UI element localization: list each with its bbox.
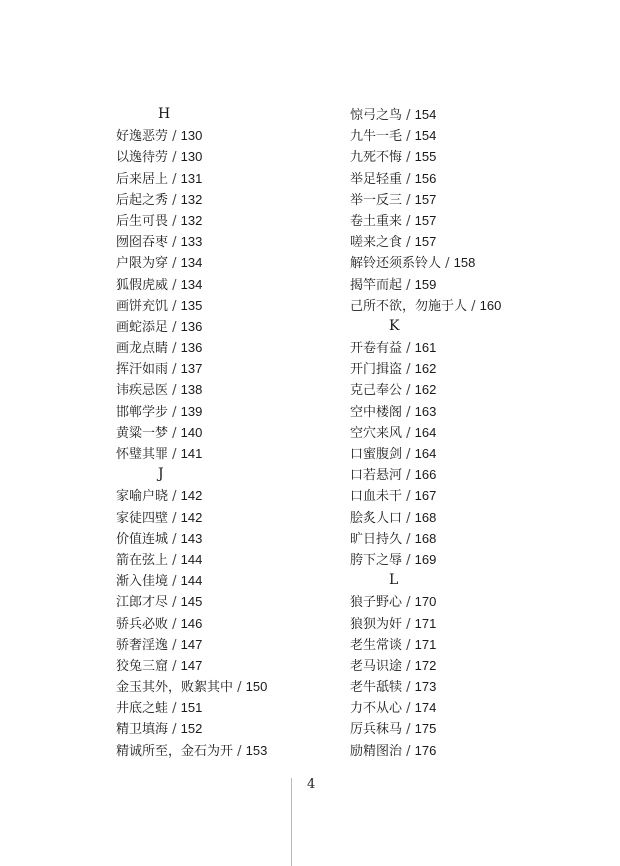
idiom-title: 胯下之辱 [350, 552, 403, 568]
page-ref: 159 [414, 276, 437, 292]
page-ref: 142 [180, 488, 203, 504]
page-ref: 143 [180, 530, 203, 546]
separator: / [402, 341, 415, 357]
page-ref: 173 [414, 679, 437, 695]
idiom-title: 开卷有益 [350, 341, 403, 357]
index-entry [116, 718, 356, 739]
page-ref: 134 [180, 255, 203, 271]
page-ref: 160 [479, 297, 502, 313]
idiom-title: 己所不欲，勿施于人 [350, 298, 468, 314]
page-ref: 156 [414, 170, 437, 186]
page-ref: 146 [180, 615, 203, 631]
page-ref: 157 [414, 191, 437, 207]
index-entry [116, 401, 356, 422]
page-ref: 152 [180, 721, 203, 737]
separator: / [168, 637, 181, 653]
index-entry [116, 613, 356, 634]
separator: / [402, 383, 415, 399]
idiom-title: 以逸待劳 [116, 150, 169, 166]
idiom-title: 举一反三 [350, 192, 403, 208]
page-ref: 154 [414, 128, 437, 144]
idiom-title: 励精图治 [350, 743, 403, 759]
separator: / [402, 425, 415, 441]
idiom-title: 口若悬河 [350, 468, 403, 484]
page-ref: 161 [414, 340, 437, 356]
index-column-left [116, 104, 356, 761]
index-entry [350, 485, 590, 506]
index-entry [116, 168, 356, 189]
index-entry [350, 740, 590, 761]
separator: / [402, 235, 415, 251]
index-entry [116, 146, 356, 167]
index-entry [116, 507, 356, 528]
page-ref: 164 [414, 446, 437, 461]
index-entry [350, 252, 590, 273]
page-ref: 169 [414, 551, 437, 567]
idiom-title: 口蜜腹剑 [350, 447, 403, 462]
separator: / [233, 743, 246, 759]
idiom-title: 狼狈为奸 [350, 616, 403, 632]
page-ref: 175 [414, 721, 437, 737]
page-ref: 171 [414, 636, 437, 652]
idiom-title: 嗟来之食 [350, 235, 403, 251]
index-entry [350, 718, 590, 739]
separator: / [168, 341, 181, 357]
idiom-title: 力不从心 [350, 701, 403, 717]
page-ref: 171 [414, 615, 437, 631]
idiom-title: 口血未干 [350, 489, 403, 505]
idiom-title: 骄兵必败 [116, 616, 169, 632]
idiom-title: 后来居上 [116, 171, 169, 187]
index-entry [116, 358, 356, 379]
idiom-title: 狐假虎威 [116, 277, 169, 293]
separator: / [402, 552, 415, 568]
separator: / [168, 425, 181, 441]
separator: / [402, 595, 415, 611]
idiom-title: 后生可畏 [116, 213, 169, 229]
index-entry [116, 295, 356, 316]
page-ref: 136 [180, 340, 203, 356]
index-entry [116, 252, 356, 273]
idiom-title: 家徒四壁 [116, 510, 169, 526]
separator: / [402, 531, 415, 547]
page-ref: 174 [414, 700, 437, 716]
page-ref: 154 [414, 107, 437, 122]
page-ref: 137 [180, 361, 203, 377]
idiom-title: 克己奉公 [350, 383, 403, 399]
idiom-title: 解铃还须系铃人 [350, 256, 442, 272]
page-ref: 166 [414, 467, 437, 483]
idiom-title: 骄奢淫逸 [116, 637, 169, 653]
separator: / [168, 383, 181, 399]
page-ref: 138 [180, 382, 203, 398]
separator: / [168, 150, 181, 166]
index-entry [116, 443, 356, 464]
index-entry [350, 125, 590, 146]
separator: / [402, 489, 415, 505]
separator: / [168, 574, 181, 590]
index-entry [116, 231, 356, 252]
index-entry [116, 316, 356, 337]
section-letter-h: H [158, 106, 171, 122]
idiom-title: 邯郸学步 [116, 404, 169, 420]
index-entry [116, 485, 356, 506]
idiom-title: 画龙点睛 [116, 341, 169, 357]
page-ref: 176 [414, 742, 437, 758]
idiom-title: 江郎才尽 [116, 595, 169, 611]
index-entry [116, 570, 356, 591]
idiom-title: 老生常谈 [350, 637, 403, 653]
index-entry [350, 464, 590, 485]
page-ref: 147 [180, 636, 203, 652]
separator: / [168, 298, 181, 314]
page-ref: 131 [180, 170, 203, 186]
index-entry [116, 528, 356, 549]
page-ref: 144 [180, 573, 203, 589]
separator: / [168, 277, 181, 293]
separator: / [168, 319, 181, 335]
index-entry [116, 337, 356, 358]
idiom-title: 价值连城 [116, 531, 169, 547]
idiom-title: 空穴来风 [350, 425, 403, 441]
idiom-title: 挥汗如雨 [116, 362, 169, 378]
page-ref: 157 [414, 234, 437, 250]
separator: / [168, 235, 181, 251]
index-entry [116, 210, 356, 231]
idiom-title: 家喻户晓 [116, 489, 169, 505]
page-ref: 155 [414, 149, 437, 165]
separator: / [168, 404, 181, 420]
separator: / [402, 108, 415, 123]
idiom-title: 后起之秀 [116, 192, 169, 208]
index-entry [350, 549, 590, 570]
page-ref: 151 [180, 700, 203, 716]
index-entry [116, 549, 356, 570]
separator: / [168, 192, 181, 208]
separator: / [168, 171, 181, 187]
index-entry [116, 634, 356, 655]
idiom-title: 箭在弦上 [116, 552, 169, 568]
page-divider-line [291, 778, 292, 866]
separator: / [168, 129, 181, 145]
separator: / [168, 510, 181, 526]
index-entry [350, 676, 590, 697]
idiom-title: 举足轻重 [350, 171, 403, 187]
separator: / [402, 171, 415, 187]
index-entry [350, 634, 590, 655]
separator: / [168, 489, 181, 505]
section-letter-l: L [389, 572, 399, 589]
index-entry [116, 655, 356, 676]
page-ref: 170 [414, 594, 437, 610]
separator: / [402, 680, 415, 696]
index-entry [350, 104, 590, 125]
index-entry [350, 655, 590, 676]
idiom-title: 囫囵吞枣 [116, 235, 169, 251]
separator: / [402, 637, 415, 653]
idiom-title: 揭竿而起 [350, 277, 403, 293]
separator: / [467, 298, 480, 314]
page-ref: 140 [180, 424, 203, 440]
index-entry [116, 189, 356, 210]
index-entry [350, 274, 590, 295]
idiom-title: 画饼充饥 [116, 298, 169, 314]
index-entry [350, 379, 590, 400]
idiom-title: 老马识途 [350, 658, 403, 674]
page-ref: 135 [180, 297, 203, 313]
index-entry [350, 613, 590, 634]
idiom-title: 户限为穿 [116, 256, 169, 272]
page-ref: 144 [180, 551, 203, 567]
index-entry [350, 168, 590, 189]
index-entry [116, 697, 356, 718]
index-entry [350, 210, 590, 231]
page-ref: 139 [180, 403, 203, 419]
separator: / [402, 616, 415, 632]
index-entry [350, 507, 590, 528]
idiom-title: 精卫填海 [116, 722, 169, 738]
index-entry [350, 231, 590, 252]
idiom-title: 厉兵秣马 [350, 722, 403, 738]
page-ref: 141 [180, 446, 203, 461]
index-entry [116, 676, 356, 697]
index-entry [116, 740, 356, 761]
separator: / [402, 722, 415, 738]
page-ref: 132 [180, 191, 203, 207]
idiom-title: 脍炙人口 [350, 510, 403, 526]
page-ref: 158 [453, 255, 476, 271]
idiom-title: 井底之蛙 [116, 701, 169, 717]
separator: / [402, 150, 415, 166]
idiom-title: 精诚所至，金石为开 [116, 743, 234, 759]
index-entry [350, 295, 590, 316]
idiom-title: 卷土重来 [350, 213, 403, 229]
separator: / [168, 722, 181, 738]
page-ref: 168 [414, 530, 437, 546]
page-number: 4 [307, 777, 316, 792]
separator: / [402, 362, 415, 378]
page-ref: 150 [245, 679, 268, 695]
index-entry [350, 189, 590, 210]
idiom-title: 金玉其外，败絮其中 [116, 680, 234, 696]
index-entry [350, 401, 590, 422]
index-entry [116, 591, 356, 612]
section-letter-k: K [389, 317, 400, 334]
page-ref: 130 [180, 149, 203, 165]
idiom-title: 好逸恶劳 [116, 129, 169, 145]
separator: / [168, 256, 181, 272]
idiom-title: 渐入佳境 [116, 574, 169, 590]
idiom-title: 讳疾忌医 [116, 383, 169, 399]
separator: / [168, 531, 181, 547]
idiom-title: 狼子野心 [350, 595, 403, 611]
idiom-title: 空中楼阁 [350, 404, 403, 420]
separator: / [168, 213, 181, 229]
separator: / [168, 595, 181, 611]
page-ref: 168 [414, 509, 437, 525]
index-entry [350, 146, 590, 167]
separator: / [402, 510, 415, 526]
index-entry [116, 379, 356, 400]
index-column-right [350, 104, 590, 761]
page-ref: 130 [180, 128, 203, 144]
page-ref: 157 [414, 212, 437, 228]
page-ref: 163 [414, 403, 437, 419]
separator: / [402, 468, 415, 484]
page-ref: 133 [180, 234, 203, 250]
section-letter-j: J [158, 466, 164, 483]
idiom-title: 旷日持久 [350, 531, 403, 547]
separator: / [402, 447, 415, 462]
idiom-title: 老牛舐犊 [350, 680, 403, 696]
separator: / [402, 277, 415, 293]
index-entry [350, 591, 590, 612]
page-ref: 132 [180, 212, 203, 228]
idiom-title: 画蛇添足 [116, 319, 169, 335]
separator: / [233, 680, 246, 696]
separator: / [402, 743, 415, 759]
page-ref: 142 [180, 509, 203, 525]
index-entry [350, 422, 590, 443]
separator: / [168, 616, 181, 632]
idiom-title: 九死不悔 [350, 150, 403, 166]
separator: / [168, 552, 181, 568]
page-ref: 167 [414, 488, 437, 504]
separator: / [168, 362, 181, 378]
idiom-title: 黄粱一梦 [116, 425, 169, 441]
separator: / [402, 701, 415, 717]
separator: / [441, 256, 454, 272]
index-entry [116, 125, 356, 146]
idiom-title: 惊弓之鸟 [350, 108, 403, 123]
page-ref: 147 [180, 657, 203, 673]
page-ref: 153 [245, 742, 268, 758]
index-entry [116, 274, 356, 295]
separator: / [402, 658, 415, 674]
separator: / [402, 192, 415, 208]
idiom-title: 狡兔三窟 [116, 658, 169, 674]
separator: / [402, 129, 415, 145]
page-ref: 134 [180, 276, 203, 292]
separator: / [402, 404, 415, 420]
idiom-title: 开门揖盗 [350, 362, 403, 378]
separator: / [402, 213, 415, 229]
page-ref: 162 [414, 382, 437, 398]
page-ref: 145 [180, 594, 203, 610]
page-ref: 162 [414, 361, 437, 377]
page-ref: 172 [414, 657, 437, 673]
index-entry [350, 697, 590, 718]
index-entry [350, 443, 590, 464]
index-entry [116, 422, 356, 443]
page-ref: 164 [414, 424, 437, 440]
separator: / [168, 701, 181, 717]
separator: / [168, 447, 181, 462]
index-entry [350, 528, 590, 549]
index-entry [350, 337, 590, 358]
index-entry [350, 358, 590, 379]
page-ref: 136 [180, 318, 203, 334]
idiom-title: 怀璧其罪 [116, 447, 169, 462]
separator: / [168, 658, 181, 674]
idiom-title: 九牛一毛 [350, 129, 403, 145]
